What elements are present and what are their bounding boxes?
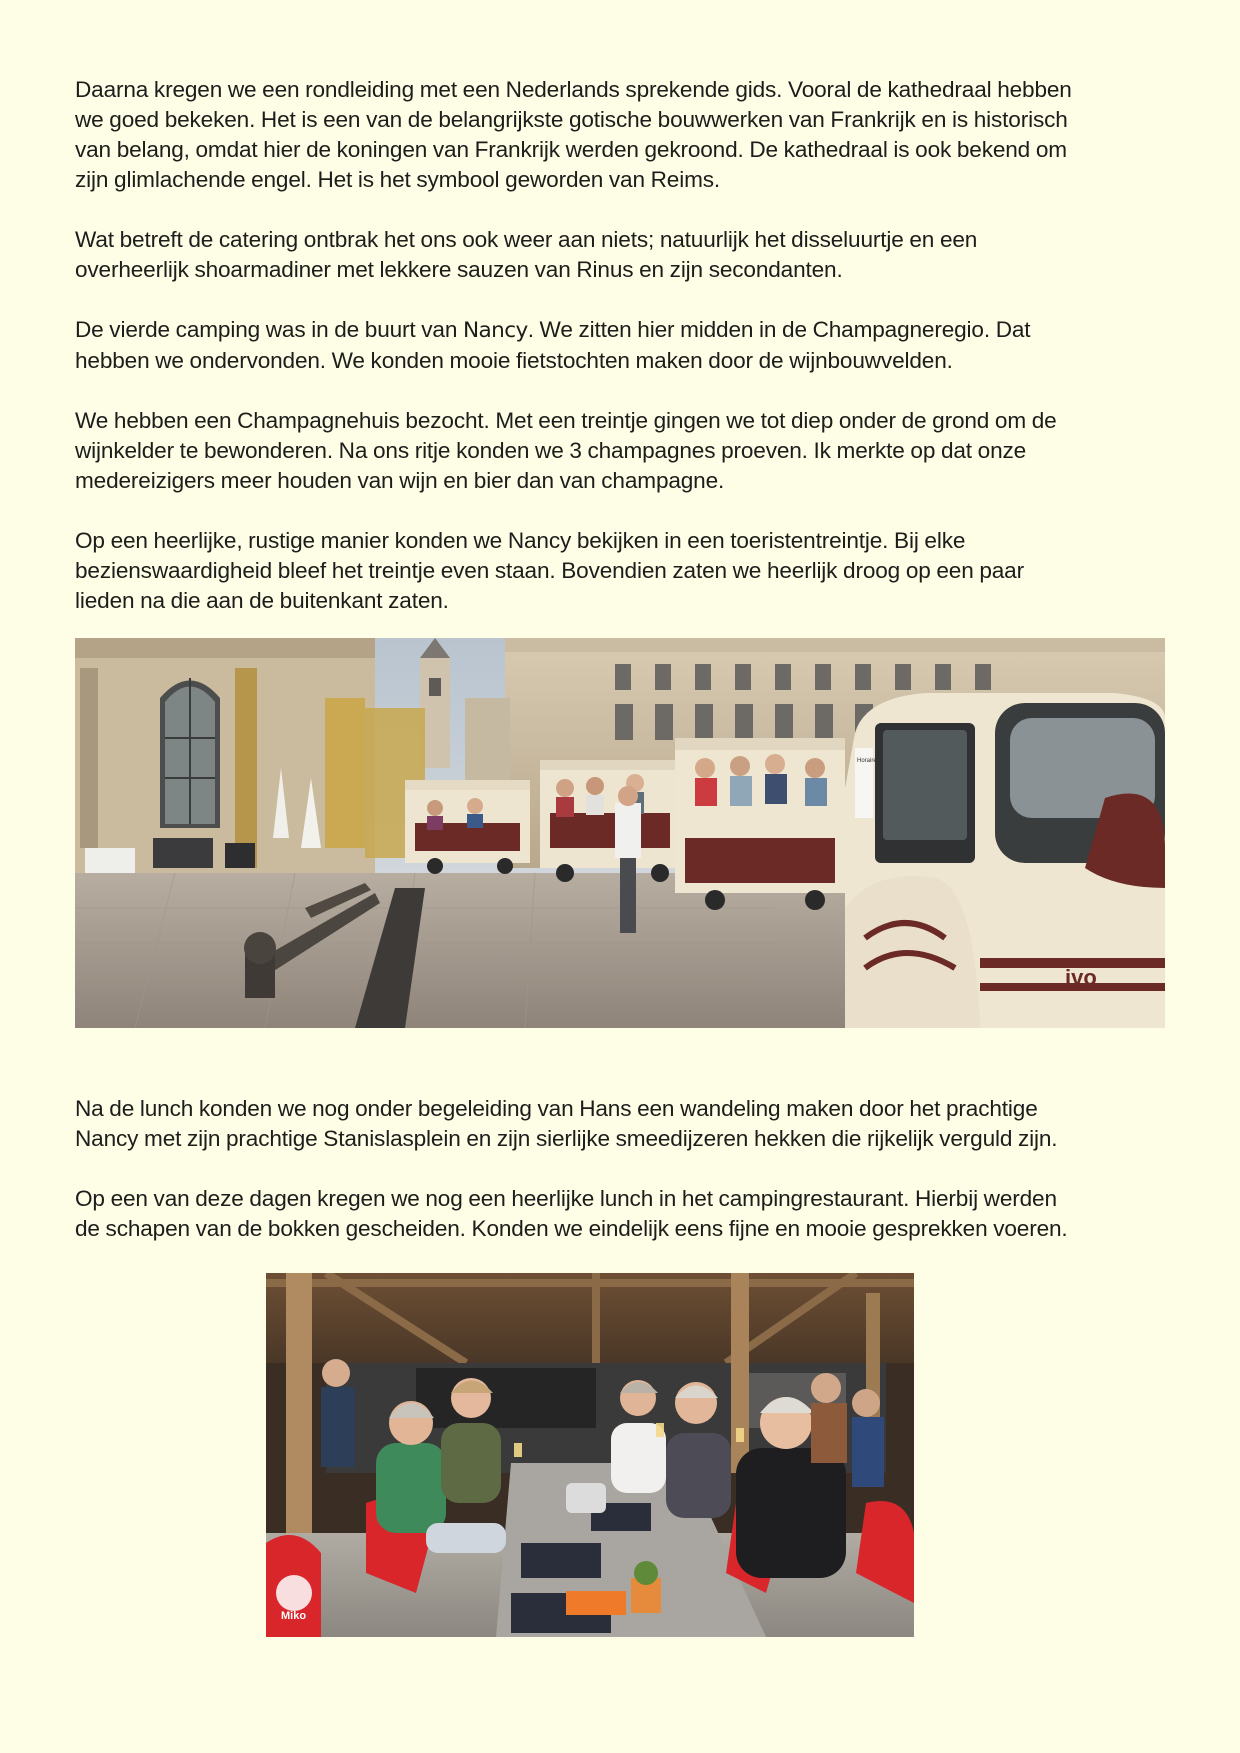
paragraph-tourist-train: Op een heerlijke, rustige manier konden we Nancy bekijken in een toeristentreintje. Bij elke bezienswaardigheid bleef het treintje even staan. Bovendien zaten we heerlijk droog op een paar lieden na die aan de buitenkant zaten.: [75, 528, 1024, 613]
paragraph-restaurant: Op een van deze dagen kregen we nog een heerlijke lunch in het campingrestaurant. Hierbij werden de schapen van de bokken gescheiden. Konden we eindelijk eens fijne en mooie gesprekken voeren.: [75, 1186, 1068, 1241]
tourist-train-photo: [75, 638, 1165, 1028]
paragraph-guided-tour: Daarna kregen we een rondleiding met een Nederlands sprekende gids. Vooral de kathedraal hebben we goed bekeken. Het is een van de belangrijkste gotische bouwwerken van Frankrijk en is historisch van belang, omdat hier de koningen van Frankrijk werden gekroond. De kathedraal is ook bekend om zijn glimlachende engel. Het is het symbool geworden van Reims.: [75, 77, 1072, 192]
camping-restaurant-lunch-photo: [266, 1273, 914, 1637]
tourist-train-illustration: [75, 638, 1165, 1028]
fourth-camping-text-before: De vierde camping was in de buurt van: [75, 317, 463, 342]
paragraph-champagne-house: We hebben een Champagnehuis bezocht. Met een treintje gingen we tot diep onder de grond om de wijnkelder te bewonderen. Na ons ritje konden we 3 champagnes proeven. Ik merkte op dat onze medereizigers meer houden van wijn en bier dan van champagne.: [75, 408, 1057, 493]
paragraph-fourth-camping: [75, 315, 1175, 376]
fourth-camping-text-after: . We zitten hier midden in de Champagneregio. Dat hebben we ondervonden. We konden mooie fietstochten maken door de wijnbouwvelden.: [75, 317, 1031, 373]
train-sign-text: Horaires: [857, 758, 880, 764]
chair-logo-text: Miko: [281, 1610, 307, 1622]
paragraph-lunch-walk: Na de lunch konden we nog onder begeleiding van Hans een wandeling maken door het prachtige Nancy met zijn prachtige Stanislasplein en zijn sierlijke smeedijzeren hekken die rijkelijk verguld zijn.: [75, 1096, 1058, 1151]
article-body: [75, 75, 1175, 646]
place-name-nancy: Nancy: [462, 318, 528, 343]
lunch-illustration: [266, 1273, 914, 1637]
locomotive-logo-text: ivo: [1065, 965, 1097, 990]
paragraph-catering: Wat betreft de catering ontbrak het ons ook weer aan niets; natuurlijk het disseluurtje en een overheerlijk shoarmadiner met lekkere sauzen van Rinus en zijn secondanten.: [75, 227, 978, 282]
